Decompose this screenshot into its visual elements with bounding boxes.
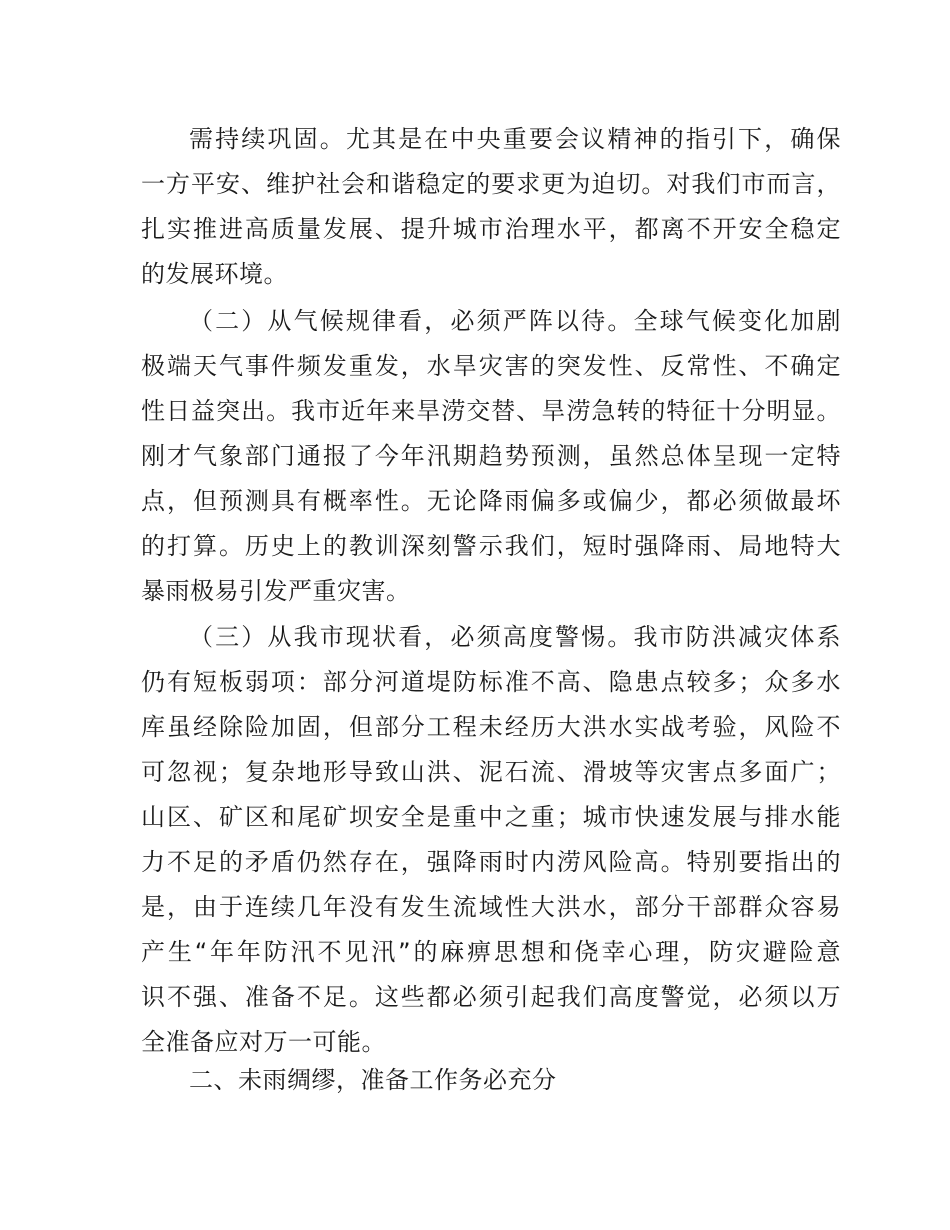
text-line: 性日益突出。我市近年来旱涝交替、旱涝急转的特征十分明显。: [141, 397, 841, 425]
text-line: 力不足的矛盾仍然存在，强降雨时内涝风险高。特别要指出的: [141, 848, 841, 876]
paragraph-2: [141, 299, 841, 614]
text-line: 需持续巩固。尤其是在中央重要会议精神的指引下，确保: [189, 125, 841, 153]
text-line: 暴雨极易引发严重灾害。: [141, 577, 411, 605]
section-heading: [141, 1058, 841, 1103]
text-line: 点，但预测具有概率性。无论降雨偏多或偏少，都必须做最坏: [141, 487, 841, 515]
text-line: 库虽经除险加固，但部分工程未经历大洪水实战考验，风险不: [141, 713, 841, 741]
text-line: 是，由于连续几年没有发生流域性大洪水，部分干部群众容易: [141, 893, 841, 921]
paragraph-1: [141, 117, 841, 297]
text-line: （三）从我市现状看，必须高度警惕。我市防洪减灾体系: [189, 623, 841, 651]
text-line: 的打算。历史上的教训深刻警示我们，短时强降雨、局地特大: [141, 532, 841, 560]
text-line: 仍有短板弱项：部分河道堤防标准不高、隐患点较多；众多水: [141, 668, 841, 696]
text-line: 极端天气事件频发重发，水旱灾害的突发性、反常性、不确定: [141, 352, 841, 380]
text-line: 全准备应对万一可能。: [141, 1028, 386, 1056]
text-line: 一方平安、维护社会和谐稳定的要求更为迫切。对我们市而言，: [141, 170, 841, 198]
text-line: 的发展环境。: [141, 260, 288, 288]
text-line: 可忽视；复杂地形导致山洪、泥石流、滑坡等灾害点多面广；: [141, 758, 841, 786]
paragraph-3: [141, 615, 841, 1065]
text-line: 识不强、准备不足。这些都必须引起我们高度警觉，必须以万: [141, 983, 841, 1011]
text-line: 刚才气象部门通报了今年汛期趋势预测，虽然总体呈现一定特: [141, 442, 841, 470]
text-line: 山区、矿区和尾矿坝安全是重中之重；城市快速发展与排水能: [141, 803, 841, 831]
text-line: 扎实推进高质量发展、提升城市治理水平，都离不开安全稳定: [141, 215, 841, 243]
text-line: 产生“年年防汛不见汛”的麻痹思想和侥幸心理，防灾避险意: [141, 938, 841, 966]
heading-text: 二、未雨绸缪，准备工作务必充分: [189, 1066, 557, 1094]
text-line: （二）从气候规律看，必须严阵以待。全球气候变化加剧: [189, 307, 841, 335]
